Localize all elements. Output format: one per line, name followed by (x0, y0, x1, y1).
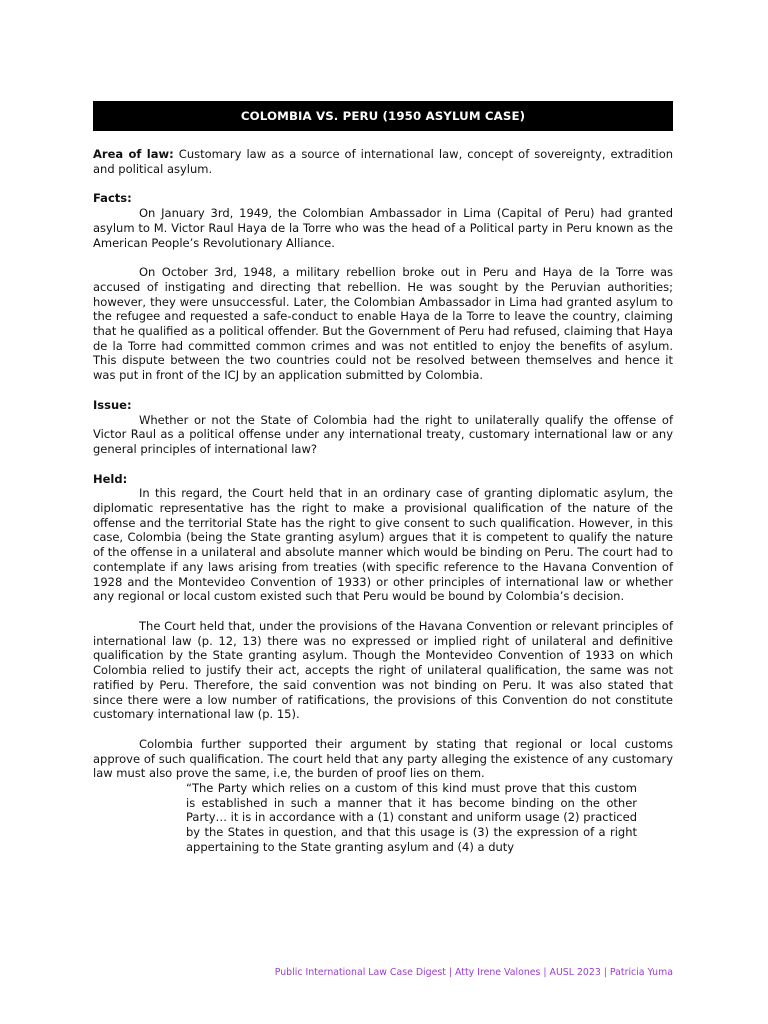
case-title: COLOMBIA VS. PERU (1950 ASYLUM CASE) (93, 101, 673, 131)
case-digest-page (93, 101, 673, 855)
held-paragraph: Colombia further supported their argument by stating that regional or local customs approve of such qualification. The court held that any party alleging the existence of any customary law must also prove the same, i.e, the burden of proof lies on them. (93, 736, 673, 781)
held-heading: Held: (93, 471, 128, 486)
held-paragraph: In this regard, the Court held that in an ordinary case of granting diplomatic asylum, the diplomatic representative has the right to make a provisional qualification of the nature of the offense and the territorial State has the right to give consent to such qualification. However, in this case, Colombia (being the State granting asylum) argues that it is competent to qualify the nature of the offense in a unilateral and absolute manner which would be binding on Peru. The court had to contemplate if any laws arising from treaties (with specific reference to the Havana Convention of 1928 and the Montevideo Convention of 1933) or other principles of international law or whether any regional or local custom existed such that Peru would be bound by Colombia’s decision. (93, 486, 673, 604)
area-of-law (93, 147, 673, 176)
facts-heading: Facts: (93, 191, 132, 206)
issue-paragraph: Whether or not the State of Colombia had the right to unilaterally qualify the offense of Victor Raul as a political offense under any international treaty, customary international law or any general principles of international law? (93, 412, 673, 456)
facts-paragraph: On January 3rd, 1949, the Colombian Ambassador in Lima (Capital of Peru) had granted asylum to M. Victor Raul Haya de la Torre who was the head of a Political party in Peru known as the American People’s Revolutionary Alliance. (93, 206, 673, 250)
block-quote: “The Party which relies on a custom of this kind must prove that this custom is established in such a manner that it has become binding on the other Party… it is in accordance with a (1) constant and uniform usage (2) practiced by the States in question, and that this usage is (3) the expression of a right appertaining to the State granting asylum and (4) a duty (186, 781, 637, 854)
page-footer: Public International Law Case Digest | Atty Irene Valones | AUSL 2023 | Patricia Yuma (274, 967, 673, 978)
area-of-law-label: Area of law: (93, 147, 174, 161)
held-paragraph: The Court held that, under the provisions of the Havana Convention or relevant principles of international law (p. 12, 13) there was no expressed or implied right of unilateral and definitive qualification by the State granting asylum. Though the Montevideo Convention of 1933 on which Colombia relied to justify their act, accepts the right of unilateral qualification, the same was not ratified by Peru. Therefore, the said convention was not binding on Peru. It was also stated that since there were a low number of ratifications, the provisions of this Convention do not constitute customary international law (p. 15). (93, 618, 673, 722)
facts-paragraph: On October 3rd, 1948, a military rebellion broke out in Peru and Haya de la Torre was accused of instigating and directing that rebellion. He was sought by the Peruvian authorities; however, they were unsuccessful. Later, the Colombian Ambassador in Lima had granted asylum to the refugee and requested a safe-conduct to enable Haya de la Torre to leave the country, claiming that he qualified as a political offender. But the Government of Peru had refused, claiming that Haya de la Torre had committed common crimes and was not entitled to enjoy the benefits of asylum. This dispute between the two countries could not be resolved between themselves and hence it was put in front of the ICJ by an application submitted by Colombia. (93, 265, 673, 383)
issue-heading: Issue: (93, 397, 132, 412)
area-of-law-text: Customary law as a source of international law, concept of sovereignty, extradition and political asylum. (93, 147, 674, 176)
